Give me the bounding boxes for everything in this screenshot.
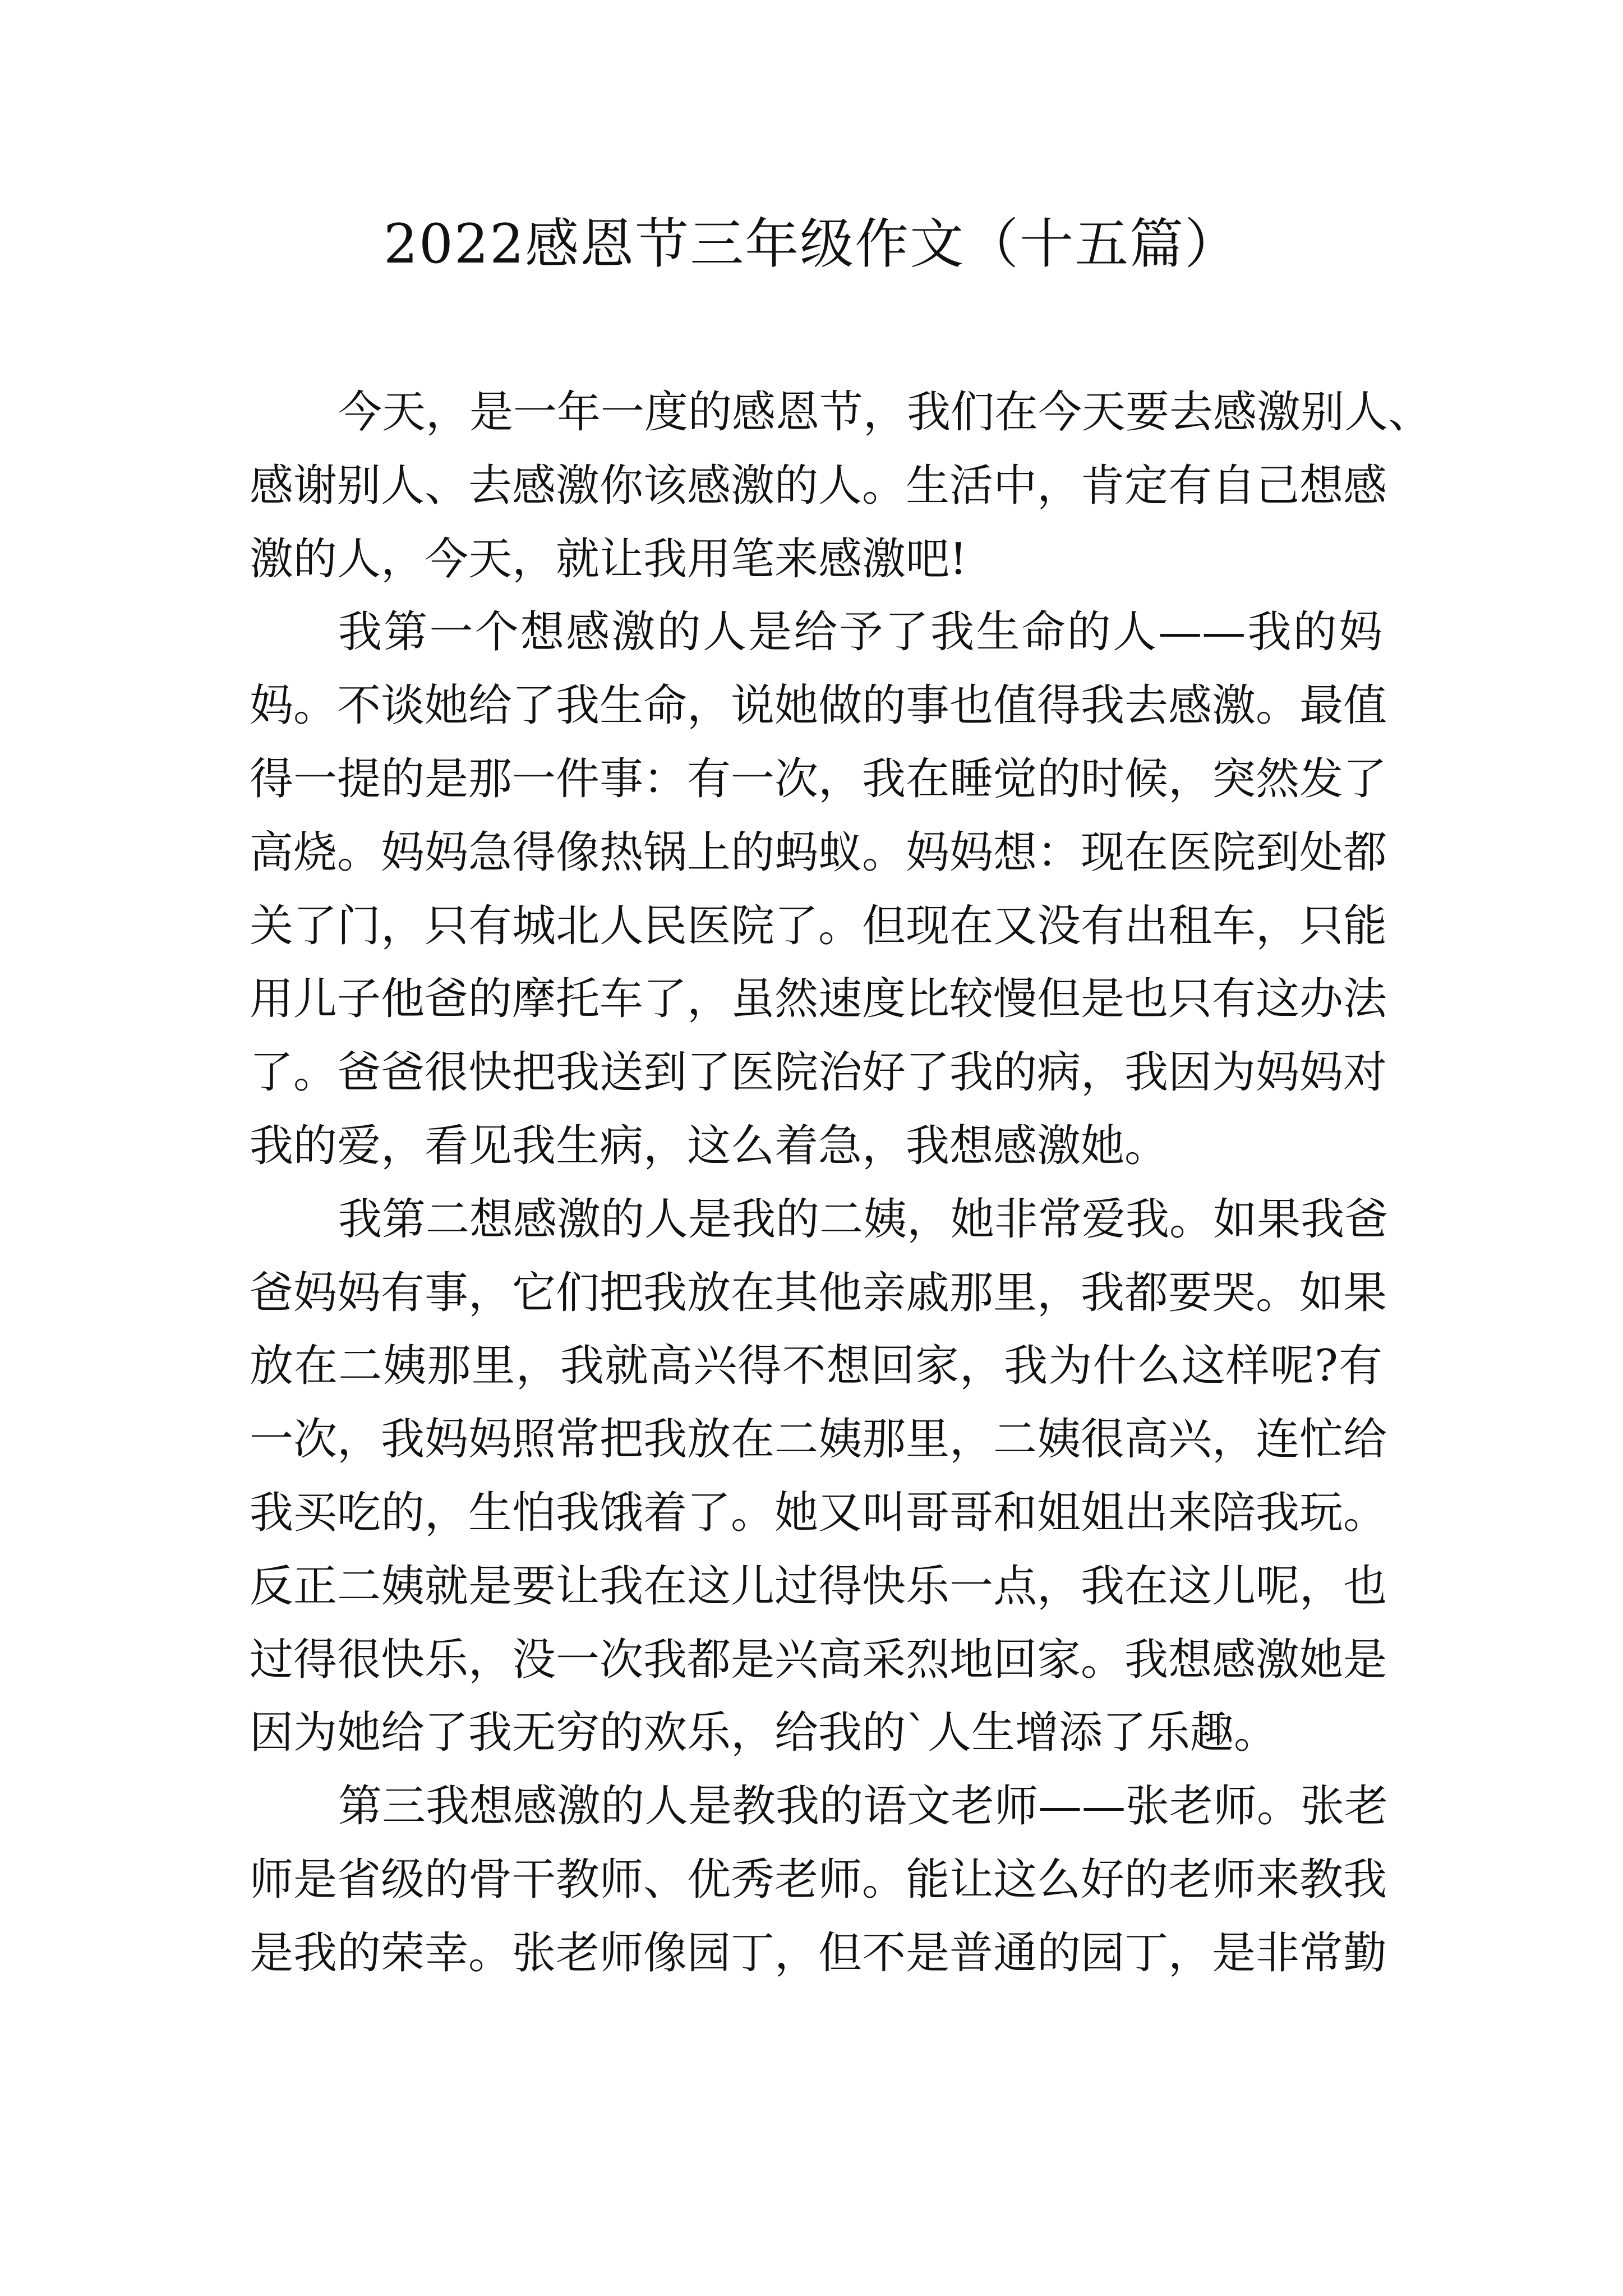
text-line: 反正二姨就是要让我在这儿过得快乐一点，我在这儿呢，也 [250,1561,1387,1612]
text-line: 感谢别人、去感激你该感激的人。生活中，肯定有自己想感 [250,460,1387,511]
text-line: 是我的荣幸。张老师像园丁，但不是普通的园丁，是非常勤 [250,1927,1387,1978]
text-line: 师是省级的骨干教师、优秀老师。能让这么好的老师来教我 [250,1854,1387,1905]
text-line: 我第二想感激的人是我的二姨，她非常爱我。如果我爸 [338,1194,1389,1245]
text-line: 我第一个想感激的人是给予了我生命的人——我的妈 [338,607,1382,658]
document-body [250,376,1432,1990]
paragraph-2 [250,596,1387,1182]
paragraph-4 [250,1770,1389,1990]
text-line: 爸妈妈有事，它们把我放在其他亲戚那里，我都要哭。如果 [250,1267,1387,1318]
paragraph-1 [250,376,1432,596]
text-line: 我的爱，看见我生病，这么着急，我想感激她。 [250,1120,1169,1171]
text-line: 关了门，只有城北人民医院了。但现在又没有出租车，只能 [250,900,1387,951]
text-line: 第三我想感激的人是教我的语文老师——张老师。张老 [338,1781,1389,1832]
text-line: 今天，是一年一度的感恩节，我们在今天要去感激别人、 [338,387,1432,438]
text-line: 用儿子他爸的摩托车了，虽然速度比较慢但是也只有这办法 [250,974,1387,1025]
text-line: 我买吃的，生怕我饿着了。她又叫哥哥和姐姐出来陪我玩。 [250,1487,1387,1538]
text-line: 一次，我妈妈照常把我放在二姨那里，二姨很高兴，连忙给 [250,1414,1387,1465]
text-line: 激的人，今天，就让我用笔来感激吧! [250,533,967,585]
paragraph-3 [250,1183,1389,1770]
text-line: 高烧。妈妈急得像热锅上的蚂蚁。妈妈想：现在医院到处都 [250,827,1387,878]
document-title: 2022感恩节三年级作文（十五篇） [383,213,1240,275]
text-line: 了。爸爸很快把我送到了医院治好了我的病，我因为妈妈对 [250,1047,1387,1098]
text-line: 因为她给了我无穷的欢乐，给我的`人生增添了乐趣。 [250,1708,1278,1759]
text-line: 放在二姨那里，我就高兴得不想回家，我为什么这样呢?有 [250,1341,1382,1392]
text-line: 过得很快乐，没一次我都是兴高采烈地回家。我想感激她是 [250,1634,1387,1685]
text-line: 得一提的是那一件事：有一次，我在睡觉的时候，突然发了 [250,753,1387,804]
text-line: 妈。不谈她给了我生命，说她做的事也值得我去感激。最值 [250,680,1387,731]
